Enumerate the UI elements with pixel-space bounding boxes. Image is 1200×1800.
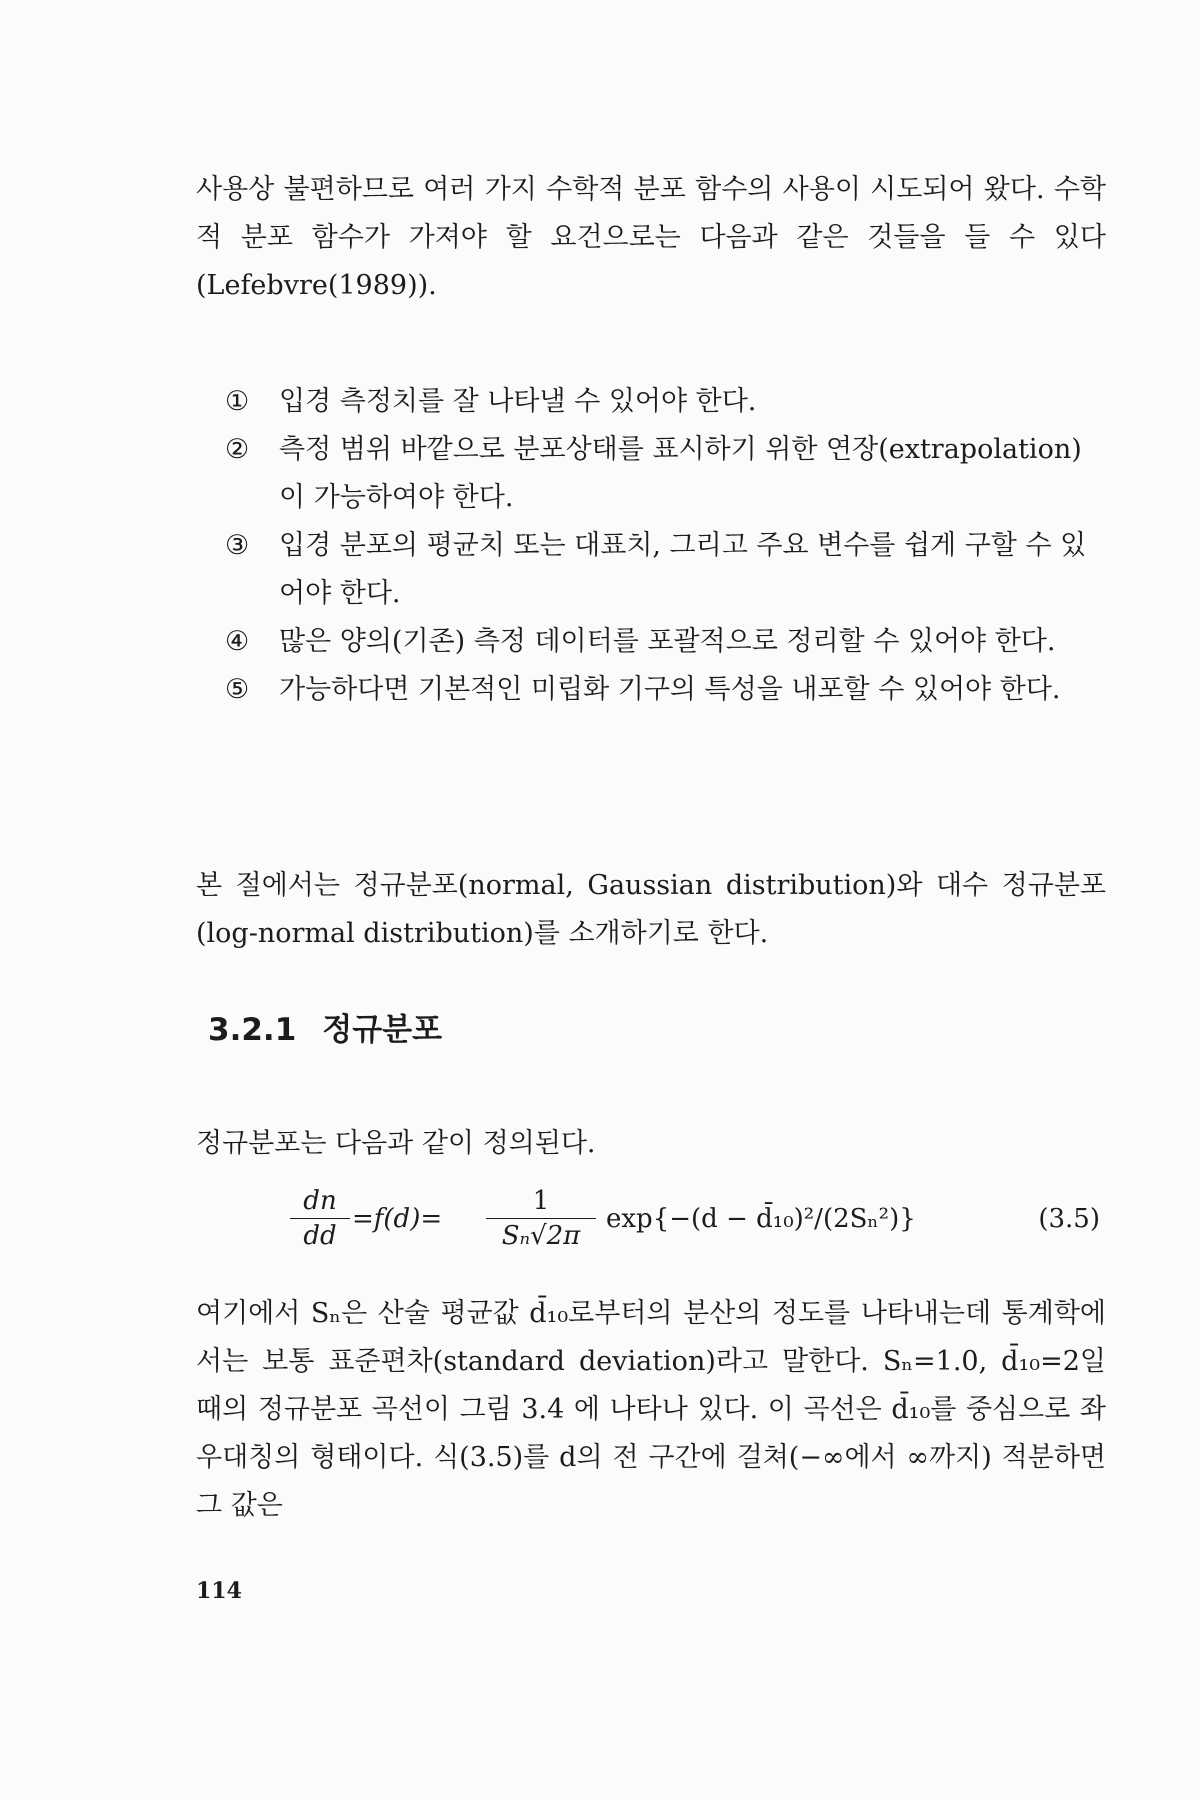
list-marker: ④ xyxy=(225,626,250,657)
intro-paragraph: 사용상 불편하므로 여러 가지 수학적 분포 함수의 사용이 시도되어 왔다. 수학적 분포 함수가 가져야 할 요건으로는 다음과 같은 것들을 들 수 있다(Lefebvre(1989)). xyxy=(196,174,1106,301)
list-item-text: 측정 범위 바깥으로 분포상태를 표시하기 위한 연장(extrapolation)이 가능하여야 한다. xyxy=(279,434,1082,513)
requirements-list xyxy=(225,378,1105,714)
equation-coefficient-numerator: 1 xyxy=(486,1184,596,1219)
list-item-text: 가능하다면 기본적인 미립화 기구의 특성을 내포할 수 있어야 한다. xyxy=(279,674,1061,705)
equation-lhs-fraction xyxy=(290,1184,350,1253)
equation-coefficient-denominator: Sₙ√2π xyxy=(501,1221,581,1251)
page-number: 114 xyxy=(196,1578,242,1604)
list-marker: ⑤ xyxy=(225,674,250,705)
list-marker: ② xyxy=(225,434,250,465)
list-item-text: 많은 양의(기존) 측정 데이터를 포괄적으로 정리할 수 있어야 한다. xyxy=(279,626,1056,657)
definition-line: 정규분포는 다음과 같이 정의된다. xyxy=(196,1128,596,1159)
list-item xyxy=(225,426,1105,522)
equation-3-5 xyxy=(290,1180,1100,1260)
equation-coefficient-fraction xyxy=(486,1184,596,1253)
explanation-paragraph: 여기에서 Sₙ은 산술 평균값 d̄₁₀로부터의 분산의 정도를 나타내는데 통계학에서는 보통 표준편차(standard deviation)라고 말한다. Sₙ=1.0, d̄₁₀=2일 때의 정규분포 곡선이 그림 3.4 에 나타나 있다. 이 곡선은 d̄₁₀를 중심으로 좌우대칭의 형태이다. 식(3.5)를 d의 전 구간에 걸쳐(−∞에서 ∞까지) 적분하면 그 값은 xyxy=(196,1298,1106,1521)
section-intro-paragraph: 본 절에서는 정규분포(normal, Gaussian distribution)와 대수 정규분포(log-normal distribution)를 소개하기로 한다. xyxy=(196,870,1106,949)
list-item xyxy=(225,666,1105,714)
list-item xyxy=(225,522,1105,618)
equation-exponential: exp{−(d − d̄₁₀)²/(2Sₙ²)} xyxy=(606,1204,916,1234)
section-title: 정규분포 xyxy=(322,1012,443,1048)
list-marker: ③ xyxy=(225,530,250,561)
list-item xyxy=(225,378,1105,426)
equation-lhs-numerator: dn xyxy=(290,1184,350,1219)
equation-number: (3.5) xyxy=(1038,1204,1100,1234)
equation-middle: =f(d)= xyxy=(352,1204,443,1234)
equation-lhs-denominator: dd xyxy=(303,1221,337,1251)
section-heading xyxy=(208,1004,442,1049)
list-item xyxy=(225,618,1105,666)
list-item-text: 입경 측정치를 잘 나타낼 수 있어야 한다. xyxy=(279,386,757,417)
section-number: 3.2.1 xyxy=(208,1012,297,1048)
list-item-text: 입경 분포의 평균치 또는 대표치, 그리고 주요 변수를 쉽게 구할 수 있어야 한다. xyxy=(279,530,1087,609)
list-marker: ① xyxy=(225,386,250,417)
